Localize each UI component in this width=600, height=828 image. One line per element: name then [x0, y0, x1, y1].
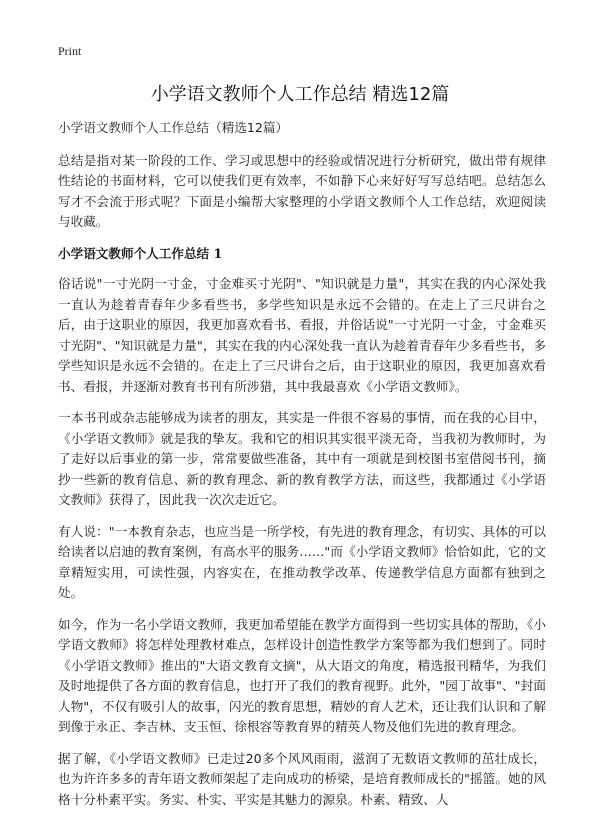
body-paragraph-4: 如今，作为一名小学语文教师，我更加希望能在教学方面得到一些切实具体的帮助，《小学语文教师》将怎样处理教材难点，怎样设计创造性教学方案等都为我们想到了。同时《小学语文教师》推出的"大语文教育文摘"，从大语文的角度，精选报刊精华，为我们及时地提供了各方面的教育信息，也打开了我们的教育视野。此外，"园丁故事"、"封面人物"，不仅有吸引人的故事，闪光的教育思想，精妙的育人艺术，还让我们认识和了解到像于永正、李吉林、支玉恒、徐根容等教育界的精英人物及他们先进的教育理念。 — [58, 616, 546, 734]
section-heading: 小学语文教师个人工作总结 1 — [58, 245, 223, 261]
body-paragraph-1: 俗话说"一寸光阴一寸金，寸金难买寸光阴"、"知识就是力量"，其实在我的内心深处我一直认为趁着青春年少多看些书，多学些知识是永远不会错的。在走上了三尺讲台之后，由于这职业的原因，我更加喜欢看书、看报，并俗话说"一寸光阴一寸金，寸金难买寸光阴"、"知识就是力量"，其实在我的内心深处我一直认为趁着青春年少多看些书，多学些知识是永远不会错的。在走上了三尺讲台之后，由于这职业的原因，我更加喜欢看书、看报，并逐渐对教育书刊有所涉猎，其中我最喜欢《小学语文教师》。 — [58, 276, 546, 394]
body-paragraph-2: 一本书刊或杂志能够成为读者的朋友，其实是一件很不容易的事情，而在我的心目中，《小学语文教师》就是我的挚友。我和它的相识其实很平淡无奇，当我初为教师时，为了走好以后事业的第一步，常常要做些准备，其中有一项就是到校图书室借阅书刊，摘抄一些新的教育信息、新的教育理念、新的教育教学方法，而这些，我都通过《小学语文教师》获得了，因此我一次次走近它。 — [58, 410, 546, 507]
body-paragraph-5: 据了解，《小学语文教师》已走过20多个风风雨雨，滋润了无数语文教师的茁壮成长，也为许许多多的青年语文教师架起了走向成功的桥梁，是培育教师成长的"摇篮。她的风格十分朴素平实。务实、朴实、平实是其魅力的源泉。朴素、精致、人 — [58, 750, 546, 807]
document-title: 小学语文教师个人工作总结 精选12篇 — [150, 84, 450, 105]
document-body — [58, 118, 546, 821]
body-paragraph-3: 有人说："一本教育杂志，也应当是一所学校，有先进的教育理念，有切实、具体的可以给读者以启迪的教育案例，有高水平的服务……"而《小学语文教师》恰恰如此，它的文章精短实用，可读性强，内容实在，在推动教学改革、传递教学信息方面都有独到之处。 — [58, 523, 546, 600]
intro-paragraph: 总结是指对某一阶段的工作、学习或思想中的经验或情况进行分析研究，做出带有规律性结论的书面材料，它可以使我们更有效率，不如静下心来好好写写总结吧。总结怎么写才不会流于形式呢？下面是小编帮大家整理的小学语文教师个人工作总结，欢迎阅读与收藏。 — [58, 152, 546, 229]
document-subtitle: 小学语文教师个人工作总结（精选12篇） — [58, 120, 289, 135]
print-link[interactable]: Print — [58, 44, 82, 58]
